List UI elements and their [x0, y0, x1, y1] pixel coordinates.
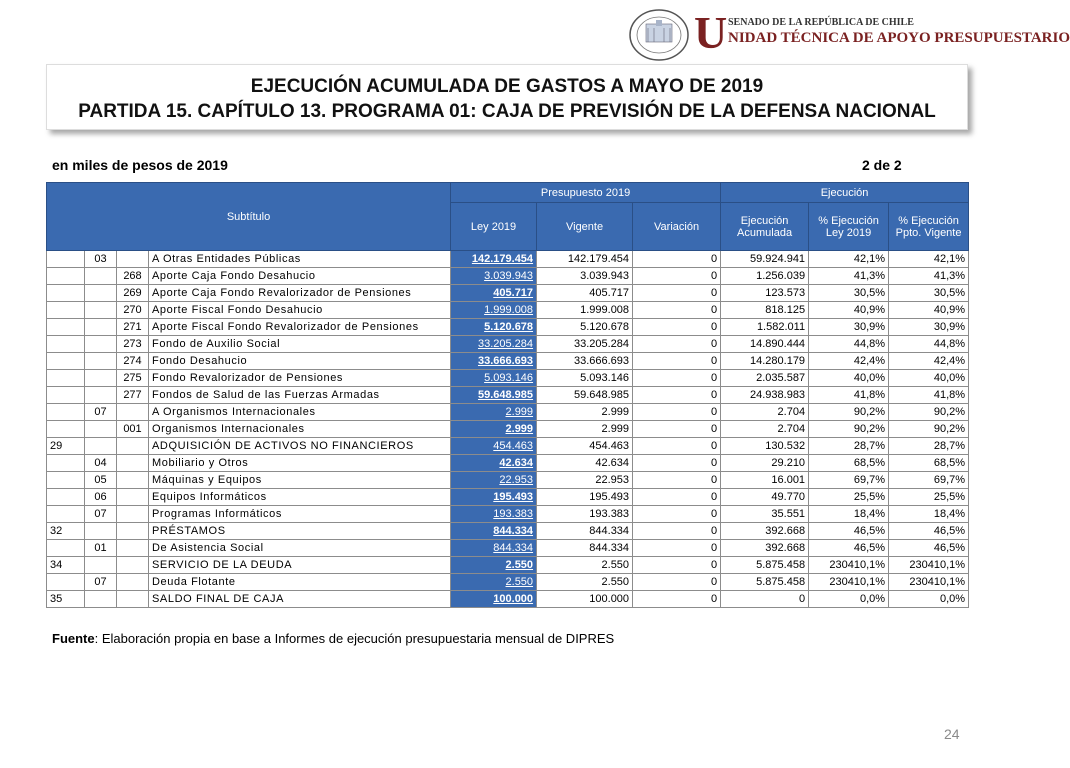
row-pct-ley: 68,5%: [809, 455, 889, 472]
table-row: [47, 489, 969, 506]
row-pct-ley: 40,0%: [809, 370, 889, 387]
row-pct-vigente: 90,2%: [889, 404, 969, 421]
row-item: 07: [85, 506, 117, 523]
row-descripcion: SALDO FINAL DE CAJA: [149, 591, 451, 608]
row-ley: 5.120.678: [451, 319, 537, 336]
row-ejecucion: 59.924.941: [721, 251, 809, 268]
row-pct-vigente: 69,7%: [889, 472, 969, 489]
row-variacion: 0: [633, 506, 721, 523]
row-ley: 59.648.985: [451, 387, 537, 404]
row-pct-vigente: 230410,1%: [889, 574, 969, 591]
table-row: [47, 574, 969, 591]
row-ejecucion: 16.001: [721, 472, 809, 489]
row-variacion: 0: [633, 438, 721, 455]
header-subtitulo: Subtítulo: [47, 183, 451, 251]
row-variacion: 0: [633, 455, 721, 472]
row-variacion: 0: [633, 591, 721, 608]
row-pct-ley: 28,7%: [809, 438, 889, 455]
row-variacion: 0: [633, 370, 721, 387]
row-descripcion: Deuda Flotante: [149, 574, 451, 591]
row-asignacion: [117, 251, 149, 268]
row-subtitulo: [47, 387, 85, 404]
row-subtitulo: [47, 319, 85, 336]
row-asignacion: [117, 455, 149, 472]
row-ley: 2.999: [451, 421, 537, 438]
row-vigente: 142.179.454: [537, 251, 633, 268]
row-subtitulo: [47, 302, 85, 319]
row-ejecucion: 14.280.179: [721, 353, 809, 370]
row-vigente: 59.648.985: [537, 387, 633, 404]
row-vigente: 3.039.943: [537, 268, 633, 285]
row-asignacion: [117, 591, 149, 608]
row-asignacion: 268: [117, 268, 149, 285]
row-pct-vigente: 0,0%: [889, 591, 969, 608]
row-descripcion: Aporte Fiscal Fondo Desahucio: [149, 302, 451, 319]
row-subtitulo: [47, 370, 85, 387]
row-variacion: 0: [633, 268, 721, 285]
row-ley: 2.550: [451, 574, 537, 591]
page-subtitle: PARTIDA 15. CAPÍTULO 13. PROGRAMA 01: CAJA DE PREVISIÓN DE LA DEFENSA NACIONAL: [78, 101, 936, 122]
row-ley: 42.634: [451, 455, 537, 472]
row-item: 01: [85, 540, 117, 557]
source-note: [52, 631, 614, 646]
row-asignacion: [117, 438, 149, 455]
row-ley: 2.550: [451, 557, 537, 574]
row-vigente: 2.550: [537, 557, 633, 574]
row-ley: 2.999: [451, 404, 537, 421]
row-ley: 33.666.693: [451, 353, 537, 370]
row-ley: 454.463: [451, 438, 537, 455]
row-item: [85, 438, 117, 455]
row-variacion: 0: [633, 251, 721, 268]
row-pct-ley: 46,5%: [809, 523, 889, 540]
row-vigente: 2.550: [537, 574, 633, 591]
row-pct-ley: 44,8%: [809, 336, 889, 353]
table-row: [47, 319, 969, 336]
row-subtitulo: [47, 421, 85, 438]
row-vigente: 2.999: [537, 421, 633, 438]
row-descripcion: Fondo Desahucio: [149, 353, 451, 370]
row-item: [85, 591, 117, 608]
header-ejecucion-group: Ejecución: [721, 183, 969, 203]
row-ley: 100.000: [451, 591, 537, 608]
row-ejecucion: 2.704: [721, 404, 809, 421]
row-variacion: 0: [633, 489, 721, 506]
row-vigente: 195.493: [537, 489, 633, 506]
row-item: [85, 268, 117, 285]
row-item: 07: [85, 404, 117, 421]
row-asignacion: 275: [117, 370, 149, 387]
table-row: [47, 387, 969, 404]
row-descripcion: A Organismos Internacionales: [149, 404, 451, 421]
table-row: [47, 506, 969, 523]
row-pct-ley: 42,4%: [809, 353, 889, 370]
row-pct-ley: 230410,1%: [809, 557, 889, 574]
row-subtitulo: [47, 472, 85, 489]
row-pct-vigente: 40,0%: [889, 370, 969, 387]
row-pct-vigente: 28,7%: [889, 438, 969, 455]
row-variacion: 0: [633, 523, 721, 540]
row-subtitulo: [47, 404, 85, 421]
row-item: [85, 370, 117, 387]
row-subtitulo: [47, 353, 85, 370]
row-pct-vigente: 42,4%: [889, 353, 969, 370]
row-pct-ley: 18,4%: [809, 506, 889, 523]
row-pct-ley: 41,3%: [809, 268, 889, 285]
row-item: [85, 353, 117, 370]
row-vigente: 33.666.693: [537, 353, 633, 370]
row-item: [85, 387, 117, 404]
row-descripcion: Fondo Revalorizador de Pensiones: [149, 370, 451, 387]
row-ejecucion: 392.668: [721, 523, 809, 540]
row-ejecucion: 1.582.011: [721, 319, 809, 336]
header-vigente: Vigente: [537, 203, 633, 251]
row-vigente: 844.334: [537, 540, 633, 557]
row-variacion: 0: [633, 557, 721, 574]
row-asignacion: [117, 506, 149, 523]
row-descripcion: Aporte Fiscal Fondo Revalorizador de Pensiones: [149, 319, 451, 336]
row-variacion: 0: [633, 387, 721, 404]
row-asignacion: 269: [117, 285, 149, 302]
header-ejecucion-acumulada: Ejecución Acumulada: [721, 203, 809, 251]
row-pct-vigente: 46,5%: [889, 540, 969, 557]
budget-table: [46, 182, 969, 608]
row-pct-vigente: 40,9%: [889, 302, 969, 319]
row-subtitulo: 32: [47, 523, 85, 540]
row-subtitulo: [47, 574, 85, 591]
row-pct-ley: 69,7%: [809, 472, 889, 489]
row-pct-vigente: 30,5%: [889, 285, 969, 302]
table-row: [47, 421, 969, 438]
row-ejecucion: 0: [721, 591, 809, 608]
row-variacion: 0: [633, 404, 721, 421]
row-asignacion: [117, 523, 149, 540]
row-ley: 33.205.284: [451, 336, 537, 353]
row-item: [85, 421, 117, 438]
units-label: en miles de pesos de 2019: [52, 157, 228, 173]
row-ley: 3.039.943: [451, 268, 537, 285]
row-descripcion: Aporte Caja Fondo Revalorizador de Pensiones: [149, 285, 451, 302]
row-ejecucion: 392.668: [721, 540, 809, 557]
row-pct-ley: 230410,1%: [809, 574, 889, 591]
table-row: [47, 268, 969, 285]
row-ejecucion: 29.210: [721, 455, 809, 472]
row-descripcion: Organismos Internacionales: [149, 421, 451, 438]
table-row: [47, 591, 969, 608]
row-variacion: 0: [633, 285, 721, 302]
row-item: 06: [85, 489, 117, 506]
row-pct-ley: 40,9%: [809, 302, 889, 319]
row-asignacion: [117, 574, 149, 591]
row-ejecucion: 5.875.458: [721, 557, 809, 574]
row-ley: 5.093.146: [451, 370, 537, 387]
logo-senado-text: SENADO DE LA REPÚBLICA DE CHILE: [728, 17, 914, 28]
row-item: [85, 557, 117, 574]
table-row: [47, 302, 969, 319]
row-asignacion: 270: [117, 302, 149, 319]
row-ley: 844.334: [451, 523, 537, 540]
row-vigente: 2.999: [537, 404, 633, 421]
header-pct-ley: % Ejecución Ley 2019: [809, 203, 889, 251]
row-variacion: 0: [633, 574, 721, 591]
page-indicator: 2 de 2: [862, 157, 902, 173]
row-variacion: 0: [633, 540, 721, 557]
row-pct-vigente: 230410,1%: [889, 557, 969, 574]
row-descripcion: Equipos Informáticos: [149, 489, 451, 506]
row-descripcion: Máquinas y Equipos: [149, 472, 451, 489]
header-logo: [628, 7, 1070, 64]
table-row: [47, 472, 969, 489]
table-row: [47, 336, 969, 353]
row-vigente: 100.000: [537, 591, 633, 608]
row-ejecucion: 24.938.983: [721, 387, 809, 404]
row-pct-vigente: 46,5%: [889, 523, 969, 540]
title-box: [46, 64, 968, 130]
row-ejecucion: 49.770: [721, 489, 809, 506]
row-ley: 142.179.454: [451, 251, 537, 268]
header-ley: Ley 2019: [451, 203, 537, 251]
table-row: [47, 438, 969, 455]
row-ley: 1.999.008: [451, 302, 537, 319]
logo-unidad-text: NIDAD TÉCNICA DE APOYO PRESUPUESTARIO: [728, 30, 1070, 46]
row-subtitulo: 34: [47, 557, 85, 574]
row-subtitulo: [47, 336, 85, 353]
table-row: [47, 540, 969, 557]
row-item: 03: [85, 251, 117, 268]
row-ejecucion: 1.256.039: [721, 268, 809, 285]
row-subtitulo: [47, 268, 85, 285]
row-subtitulo: 29: [47, 438, 85, 455]
row-subtitulo: [47, 506, 85, 523]
row-pct-ley: 41,8%: [809, 387, 889, 404]
header-variacion: Variación: [633, 203, 721, 251]
row-ley: 405.717: [451, 285, 537, 302]
row-variacion: 0: [633, 319, 721, 336]
source-text: : Elaboración propia en base a Informes de ejecución presupuestaria mensual de DIPRES: [94, 631, 615, 646]
row-asignacion: 277: [117, 387, 149, 404]
row-item: 04: [85, 455, 117, 472]
row-ejecucion: 2.035.587: [721, 370, 809, 387]
row-variacion: 0: [633, 302, 721, 319]
logo-initial: U: [694, 7, 728, 58]
row-asignacion: [117, 489, 149, 506]
row-variacion: 0: [633, 472, 721, 489]
row-descripcion: Fondo de Auxilio Social: [149, 336, 451, 353]
row-subtitulo: [47, 540, 85, 557]
row-asignacion: 001: [117, 421, 149, 438]
row-vigente: 193.383: [537, 506, 633, 523]
table-row: [47, 404, 969, 421]
row-pct-ley: 0,0%: [809, 591, 889, 608]
row-item: [85, 285, 117, 302]
table-row: [47, 523, 969, 540]
row-ejecucion: 123.573: [721, 285, 809, 302]
page-title: EJECUCIÓN ACUMULADA DE GASTOS A MAYO DE 2019: [250, 76, 764, 97]
row-pct-ley: 90,2%: [809, 404, 889, 421]
row-pct-vigente: 68,5%: [889, 455, 969, 472]
table-row: [47, 370, 969, 387]
row-asignacion: 273: [117, 336, 149, 353]
row-subtitulo: [47, 489, 85, 506]
row-item: [85, 319, 117, 336]
row-ejecucion: 35.551: [721, 506, 809, 523]
row-descripcion: ADQUISICIÓN DE ACTIVOS NO FINANCIEROS: [149, 438, 451, 455]
row-descripcion: A Otras Entidades Públicas: [149, 251, 451, 268]
row-ley: 844.334: [451, 540, 537, 557]
row-descripcion: Aporte Caja Fondo Desahucio: [149, 268, 451, 285]
senado-seal-icon: [628, 8, 690, 62]
row-vigente: 1.999.008: [537, 302, 633, 319]
row-ley: 195.493: [451, 489, 537, 506]
row-pct-vigente: 41,3%: [889, 268, 969, 285]
row-pct-vigente: 42,1%: [889, 251, 969, 268]
row-pct-vigente: 44,8%: [889, 336, 969, 353]
row-ley: 193.383: [451, 506, 537, 523]
row-pct-vigente: 41,8%: [889, 387, 969, 404]
row-vigente: 42.634: [537, 455, 633, 472]
row-pct-ley: 30,5%: [809, 285, 889, 302]
row-ejecucion: 818.125: [721, 302, 809, 319]
table-row: [47, 285, 969, 302]
row-item: [85, 336, 117, 353]
header-presupuesto-group: Presupuesto 2019: [451, 183, 721, 203]
row-item: 05: [85, 472, 117, 489]
table-row: [47, 251, 969, 268]
row-variacion: 0: [633, 353, 721, 370]
row-asignacion: [117, 472, 149, 489]
row-subtitulo: [47, 455, 85, 472]
table-row: [47, 455, 969, 472]
row-subtitulo: 35: [47, 591, 85, 608]
row-ejecucion: 5.875.458: [721, 574, 809, 591]
row-vigente: 22.953: [537, 472, 633, 489]
row-vigente: 5.120.678: [537, 319, 633, 336]
slide-number: 24: [944, 726, 960, 742]
row-descripcion: Fondos de Salud de las Fuerzas Armadas: [149, 387, 451, 404]
row-pct-vigente: 25,5%: [889, 489, 969, 506]
row-asignacion: [117, 540, 149, 557]
row-pct-ley: 42,1%: [809, 251, 889, 268]
row-subtitulo: [47, 285, 85, 302]
row-pct-vigente: 30,9%: [889, 319, 969, 336]
row-descripcion: Programas Informáticos: [149, 506, 451, 523]
row-descripcion: De Asistencia Social: [149, 540, 451, 557]
row-descripcion: Mobiliario y Otros: [149, 455, 451, 472]
row-pct-vigente: 90,2%: [889, 421, 969, 438]
table-row: [47, 353, 969, 370]
table-row: [47, 557, 969, 574]
row-descripcion: PRÉSTAMOS: [149, 523, 451, 540]
row-item: [85, 302, 117, 319]
row-variacion: 0: [633, 421, 721, 438]
row-vigente: 5.093.146: [537, 370, 633, 387]
row-asignacion: [117, 557, 149, 574]
row-asignacion: 274: [117, 353, 149, 370]
row-vigente: 454.463: [537, 438, 633, 455]
row-ley: 22.953: [451, 472, 537, 489]
row-ejecucion: 14.890.444: [721, 336, 809, 353]
row-ejecucion: 130.532: [721, 438, 809, 455]
row-pct-ley: 90,2%: [809, 421, 889, 438]
row-vigente: 844.334: [537, 523, 633, 540]
row-item: 07: [85, 574, 117, 591]
row-item: [85, 523, 117, 540]
row-asignacion: 271: [117, 319, 149, 336]
row-descripcion: SERVICIO DE LA DEUDA: [149, 557, 451, 574]
row-vigente: 33.205.284: [537, 336, 633, 353]
row-vigente: 405.717: [537, 285, 633, 302]
header-pct-vigente: % Ejecución Ppto. Vigente: [889, 203, 969, 251]
row-pct-ley: 25,5%: [809, 489, 889, 506]
row-pct-ley: 30,9%: [809, 319, 889, 336]
source-label: Fuente: [52, 631, 95, 646]
row-ejecucion: 2.704: [721, 421, 809, 438]
row-asignacion: [117, 404, 149, 421]
row-variacion: 0: [633, 336, 721, 353]
row-pct-vigente: 18,4%: [889, 506, 969, 523]
row-pct-ley: 46,5%: [809, 540, 889, 557]
row-subtitulo: [47, 251, 85, 268]
